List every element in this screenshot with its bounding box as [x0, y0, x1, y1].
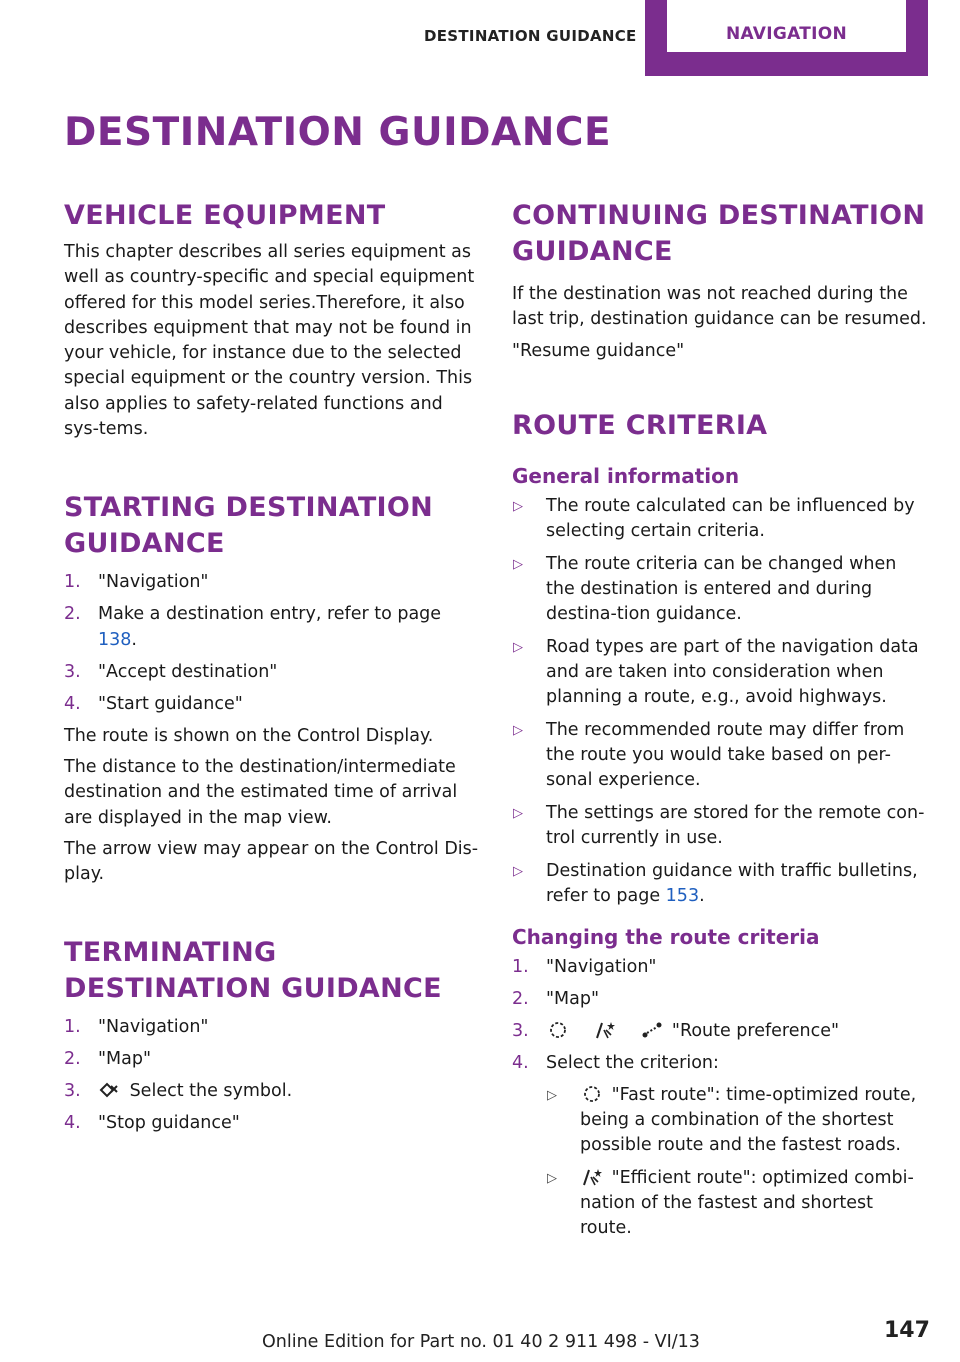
fast-route-icon	[580, 1084, 604, 1104]
running-header-section: DESTINATION GUIDANCE	[424, 27, 637, 45]
list-item: ▷ The route calculated can be influenced by selecting certain criteria.	[513, 495, 915, 542]
vehicle-equipment-text: This chapter describes all series equipment as well as country-specific and special equipment offered for this model series.Therefore, it also describes equipment that may not be found in your vehicle, for instance due to the selected special equipment or the country version. This also applies to safety-related functions and sys-tems.	[64, 242, 475, 440]
list-item: 3. Select the symbol.	[64, 1081, 293, 1102]
continuing-guidance-heading: CONTINUING DESTINATION GUIDANCE	[512, 200, 926, 267]
list-item: 1. "Navigation"	[512, 957, 657, 978]
efficient-route-icon	[580, 1167, 604, 1187]
starting-guidance-heading: STARTING DESTINATION GUIDANCE	[64, 492, 434, 560]
short-route-icon	[640, 1020, 664, 1040]
list-item: ▷ Destination guidance with traffic bulletins, refer to page 153.	[513, 860, 918, 906]
list-item: 2. Make a destination entry, refer to page 138.	[64, 604, 442, 650]
right-column	[512, 198, 930, 1249]
list-item: 3. "Accept destination"	[64, 661, 278, 682]
list-item: 4. "Stop guidance"	[64, 1113, 240, 1134]
left-column	[64, 198, 479, 1143]
footer-edition: Online Edition for Part no. 01 40 2 911 498 - VI/13	[262, 1332, 700, 1352]
stop-guidance-icon	[98, 1080, 122, 1100]
list-item: 4. "Start guidance"	[64, 693, 243, 714]
page-link-153[interactable]: 153	[665, 885, 700, 906]
list-item: ▷ The recommended route may differ from the route you would take based on per-sonal experience.	[513, 719, 905, 791]
chapter-tab-label: NAVIGATION	[667, 0, 906, 52]
continuing-text: If the destination was not reached during the last trip, destination guidance can be resumed.	[512, 284, 927, 330]
distance-text: The distance to the destination/intermediate destination and the estimated time of arrival are displayed in the map view.	[64, 756, 458, 828]
resume-guidance-menu: "Resume guidance"	[512, 340, 685, 361]
list-item: 2. "Map"	[512, 989, 600, 1010]
list-item: ▷ "Fast route": time-optimized route, being a combination of the shortest possible route and the fastest roads.	[547, 1084, 917, 1156]
route-criteria-heading: ROUTE CRITERIA	[512, 409, 768, 441]
page-link-138[interactable]: 138	[98, 629, 132, 650]
list-item: 4. Select the criterion: ▷ "Fast route": time-optimized route, being a combination of the shortest possible route and the fastest roads. ▷ "Efficient route": optimized combi-nation of the fastest and shortest route.	[512, 1051, 930, 1241]
list-item: 3. "Route preference"	[512, 1021, 840, 1042]
chapter-tab	[645, 0, 928, 76]
list-item: ▷ The route criteria can be changed when the destination is entered and during destina-tion guidance.	[513, 553, 897, 625]
list-item: 1. "Navigation"	[64, 1017, 209, 1038]
list-item: 2. "Map"	[64, 1049, 152, 1070]
list-item: ▷ Road types are part of the navigation data and are taken into consideration when planning a route, e.g., avoid highways.	[513, 636, 919, 708]
fast-route-icon	[546, 1020, 570, 1040]
starting-steps	[64, 570, 479, 717]
terminating-steps	[64, 1015, 479, 1136]
page-title: DESTINATION GUIDANCE	[64, 110, 612, 155]
arrow-view-text: The arrow view may appear on the Control Dis-play.	[64, 838, 479, 885]
vehicle-equipment-heading: VEHICLE EQUIPMENT	[64, 200, 386, 231]
criterion-list	[546, 1083, 930, 1242]
changing-steps	[512, 955, 930, 1241]
list-item: ▷ "Efficient route": optimized combi-nation of the fastest and shortest route.	[547, 1167, 914, 1239]
efficient-route-icon	[593, 1020, 617, 1040]
list-item: ▷ The settings are stored for the remote con-trol currently in use.	[513, 802, 925, 849]
page-number: 147	[884, 1318, 930, 1343]
general-information-heading: General information	[512, 463, 740, 488]
changing-route-criteria-heading: Changing the route criteria	[512, 925, 820, 950]
route-shown-text: The route is shown on the Control Display.	[64, 725, 434, 746]
list-item: 1. "Navigation"	[64, 572, 209, 593]
general-info-list	[512, 494, 930, 909]
terminating-guidance-heading: TERMINATING DESTINATION GUIDANCE	[64, 937, 442, 1005]
